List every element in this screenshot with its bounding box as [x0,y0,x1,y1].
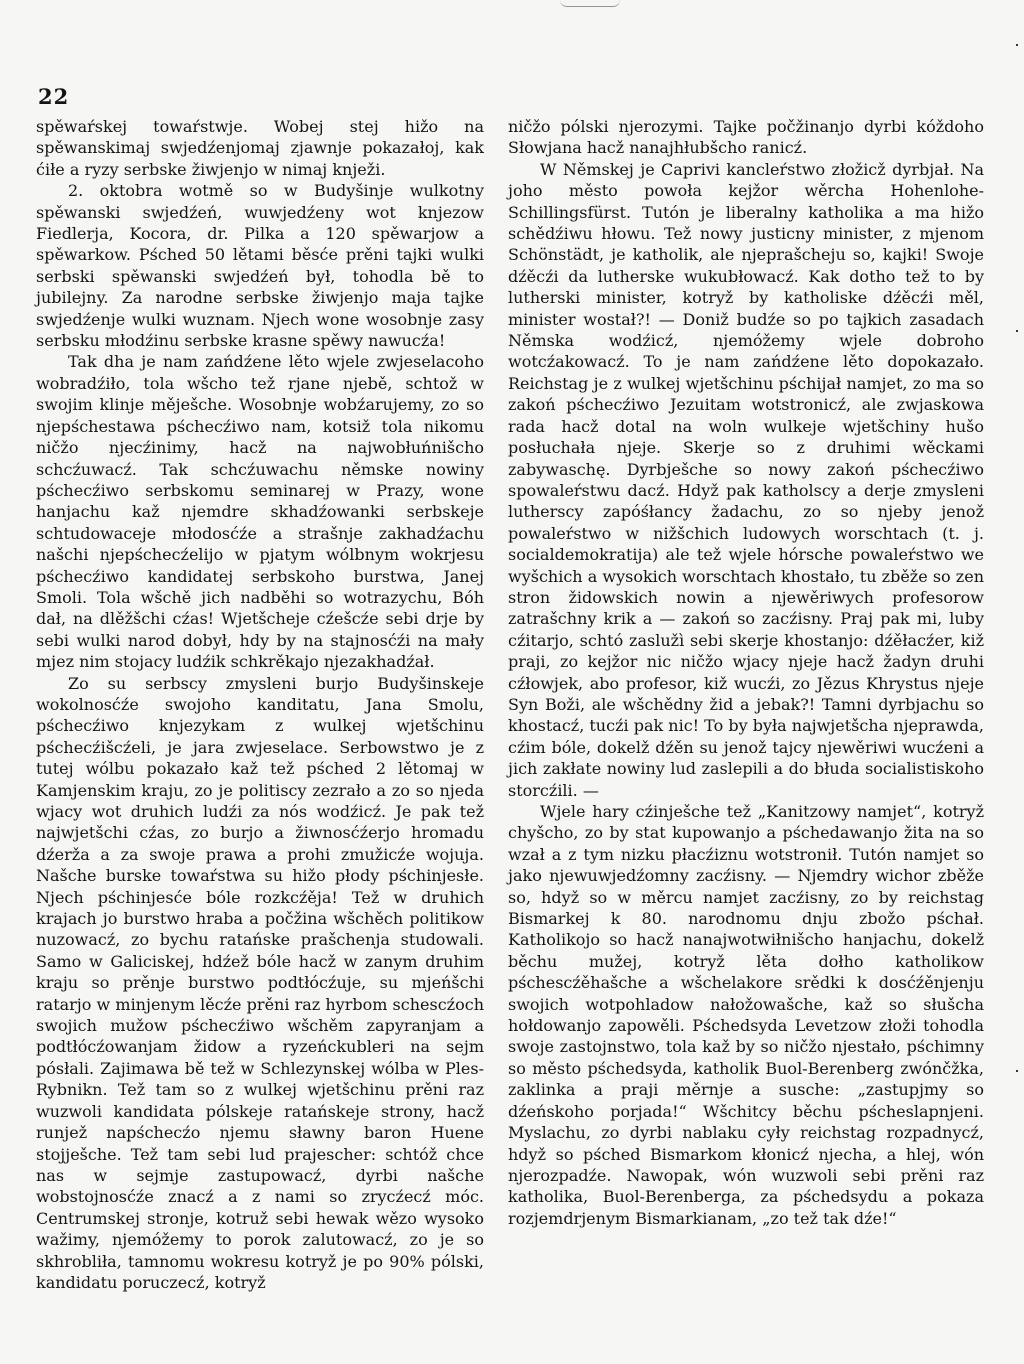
page-number: 22 [38,84,70,109]
left-paragraph-3: Tak dha je nam zańdźene lěto wjele zwjeselacoho wobradźiło, tola wšcho tež rjane njebě, schtož w swojim klinje měješche. Wosobnje wobźarujemy, zo so njepśchestawa pśchecźiwo nam, kotsiž tola nikomu ničžo njecźinimy, hacž na najwobłuńnišcho schcźuwacź. Tak schcźuwachu němske nowiny pśchecźiwo serbskomu seminarej w Prazy, wone hanjachu kaž njemdre skhadźowanki serbskeje schtudowaceje młodosćźe a strašnje zakhadźachu našchi njepśchecźelijo w pjatym wólbnym wokrjesu pśchecźiwo kandidatej serbskoho burstwa, Janej Smoli. Tola wšchě jich nadběhi so wotrazychu, Bóh dał, na dlěžšchi cźas! Wjetšcheje cźešcźe sebi drje by sebi wulki narod dobył, hdy by na stajnosćźi na mały mjez nim stojacy ludźik schkrěkajo njezakhadźał. [36,352,484,672]
left-column [36,116,484,1293]
margin-speck [1016,330,1018,332]
right-paragraph-3: Wjele hary cźinješche tež „Kanitzowy namjet“, kotryž chyšcho, zo by stat kupowanjo a pśchedawanjo žita na so wzał a z tym nizku płacźiznu wotstronił. Tutón namjet so jako njewuwjedźomny zacźisny. — Njemdry wichor zběže so, hdyž so w měrcu namjet zacźisny, zo by reichstag Bismarkej k 80. narodnomu dnju zbožo pśchał. Katholikojo so hacž nanajwotwiłnišcho hanjachu, dokelž běchu mužej, kotryž lěta dołho katholikow pśchescźěhašche a wšchelakore srědki k dosćźěnjenju swojich wotpohladow nałožowašche, kaž so słušcha hołdowanjo zapowěli. Pśchedsyda Levetzow złoži tohodla swoje zastojnstwo, tola kaž by so ničžo njestało, pśchimny so město pśchedsyda, katholik Buol-Berenberg zwónčžka, zaklinka a praji měrnje a susche: „zastupjmy so dźeńskoho porjada!“ Wšchitcy běchu pścheslapnjeni. Myslachu, zo dyrbi nablaku cyły reichstag rozpadnycź, hdyž so pśched Bismarkom kłonicź njecha, a hlej, wón njerozpadźe. Nawopak, wón wuzwoli sebi prěni raz katholika, Buol-Berenberga, za pśchedsydu a pokaza rozjemdrjenym Bismarkianam, „zo tež tak dźe!“ [508,802,984,1228]
left-paragraph-4: Zo su serbscy zmysleni burjo Budyšinskeje wokolnosćźe swojoho kanditatu, Jana Smolu, pśchecźiwo knjezykam z wulkej wjetšchinu pśchecźišcźeli, je jara zwjeselace. Serbowstwo je z tutej wólbu pokazało kaž tež pśched 2 lětomaj w Kamjenskim kraju, zo je politiscy zezrało a zo so njeda wjacy wot druhich ludźi za nós wodźicź. Je pak tež najwjetšchi cźas, zo burjo a žiwnosćźerjo hromadu dźerža a za swoje prawa a prohi zmužicźe wojuja. Našche burske towaŕstwa su hižo płody pśchinjesłe. Njech pśchinjesće bóle rozkcźěja! Tež w druhich krajach jo burstwo hraba a počžina wšchěch politikow nuzowacź, zo bychu ratańske prašchenja studowali. Samo w Galiciskej, hdźež bóle hacž w zanym druhim kraju so prěnje burstwo podtłócźuje, su mjeńšchi ratarjo w minjenym lěcźe prěni raz hyrbom schescźoch swojich mužow pśchecźiwo wšchěm zapyranjam a podtłócźowanjam židow a ryzeńckubleri na sejm pósłali. Zajimawa bě tež w Schlezynskej wólba w Ples-Rybnikn. Tež tam so z wulkej wjetšchinu prěni raz wuzwoli kandidata pólskeje ratańskeje strony, hacž runjež napśchecźo njemu sławny baron Huene stojješche. Tež tam sebi lud prajescher: schtóž chce nas w sejmje zastupowacź, dyrbi našche wobstojnosćźe znacź a z nami so zrycźecź móc. Centrumskej stronje, kotruž sebi hewak wězo wysoko wažimy, njemóžemy to porok zalutowacź, zo je so skhrobliła, tamnomu wokresu kotryž je po 90% pólski, kandidatu poruczecź, kotryž [36,673,484,1292]
right-column [508,116,984,1229]
left-paragraph-1: spěwaŕskej towaŕstwje. Wobej stej hižo na spěwanskimaj swjedźenjomaj zjawnje pokazałoj, kak ćiłe a ryzy serbske žiwjenjo w nimaj knježi. [36,117,484,179]
right-paragraph-1: ničžo pólski njerozymi. Tajke počžinanjo dyrbi kóždoho Słowjana hacž nanajhłubšcho ranicź. [508,117,984,158]
right-paragraph-2: W Němskej je Caprivi kancleŕstwo złožicž dyrbjał. Na joho město powoła kejžor wěrcha Hohenlohe-Schillingsfürst. Tutón je liberalny katholika a ma hižo schědźiwu hłowu. Tež nowy justicny minister, z mjenom Schönstädt, je katholik, ale njeprašcheju so, kajki! Swoje dźěcźi da lutherske wukubłowacź. Kak dotho tež to by lutherski minister, kotryž by katholiske dźěcźi měl, minister wostał?! — Doniž budźe so po tajkich zasadach Němska wodźicź, njemóžemy wjele dobroho wotcźakowacź. To je nam zańdźene lěto dopokazało. Reichstag je z wulkej wjetšchinu pśchijał namjet, zo ma so zakoń pśchecźiwo Jezuitam wotstronicź, ale zwjaskowa rada hacž dotal na woln wulkeje wjetšchiny hušo posłuchała njeje. Skerje so z druhimi wěckami zabywaschę. Dyrbješche so nowy zakoń pśchecźiwo spowaleŕstwu dacź. Hdyž pak katholscy a derje zmysleni lutherscy zapóśłancy žadachu, zo so njeby jenož powaleŕstwo w nižšchich ludowych worschtach (t. j. socialdemokratija) ale tež wjele hórsche powaleŕstwo we wyšchich a wysokich worschtach khostało, tu zběže so zen stron židowskich nowin a njewěriwych profesorow zatrašchny krik a — zakoń so zacźisny. Praj pak mi, luby cźitarjo, schtó zaslužì sebi skerje khostanjo: dźěłacźer, kiž praji, zo kejžor nic ničžo wjacy njeje hacž žadyn druhi cźłowjek, abo profesor, kiž wucźi, zo Jězus Khrystus njeje Syn Boži, ale wšchědny žid a jebak?! Tamni dyrbjachu so khostacź, tucźi pak nic! To by była najwjetšcha njeprawda, cźim bóle, dokelž dźěn su jenož tajcy njewěriwi wucźeni a jich zakłate nowiny lud zaslepili a do błuda socialistiskoho storcźili. — [508,159,984,800]
left-paragraph-2: 2. oktobra wotmě so w Budyšinje wulkotny spěwanski swjedźeń, wuwjedźeny wot knjezow Fiedlerja, Kocora, dr. Pilka a 120 spěwarjow a spěwarkow. Pśched 50 lětami běsće prěni tajki wulki serbski spěwanski swjedźeń był, tohodla bě to jubilejny. Za narodne serbske žiwjenjo maja tajke swjedźenje wulki wuznam. Njech wone wosobnje zasy serbsku młodźinu serbske krasne spěwy nawucźa! [36,181,484,351]
scan-edge-mark [560,0,620,7]
margin-speck [1016,1070,1018,1072]
margin-speck [1016,44,1018,46]
